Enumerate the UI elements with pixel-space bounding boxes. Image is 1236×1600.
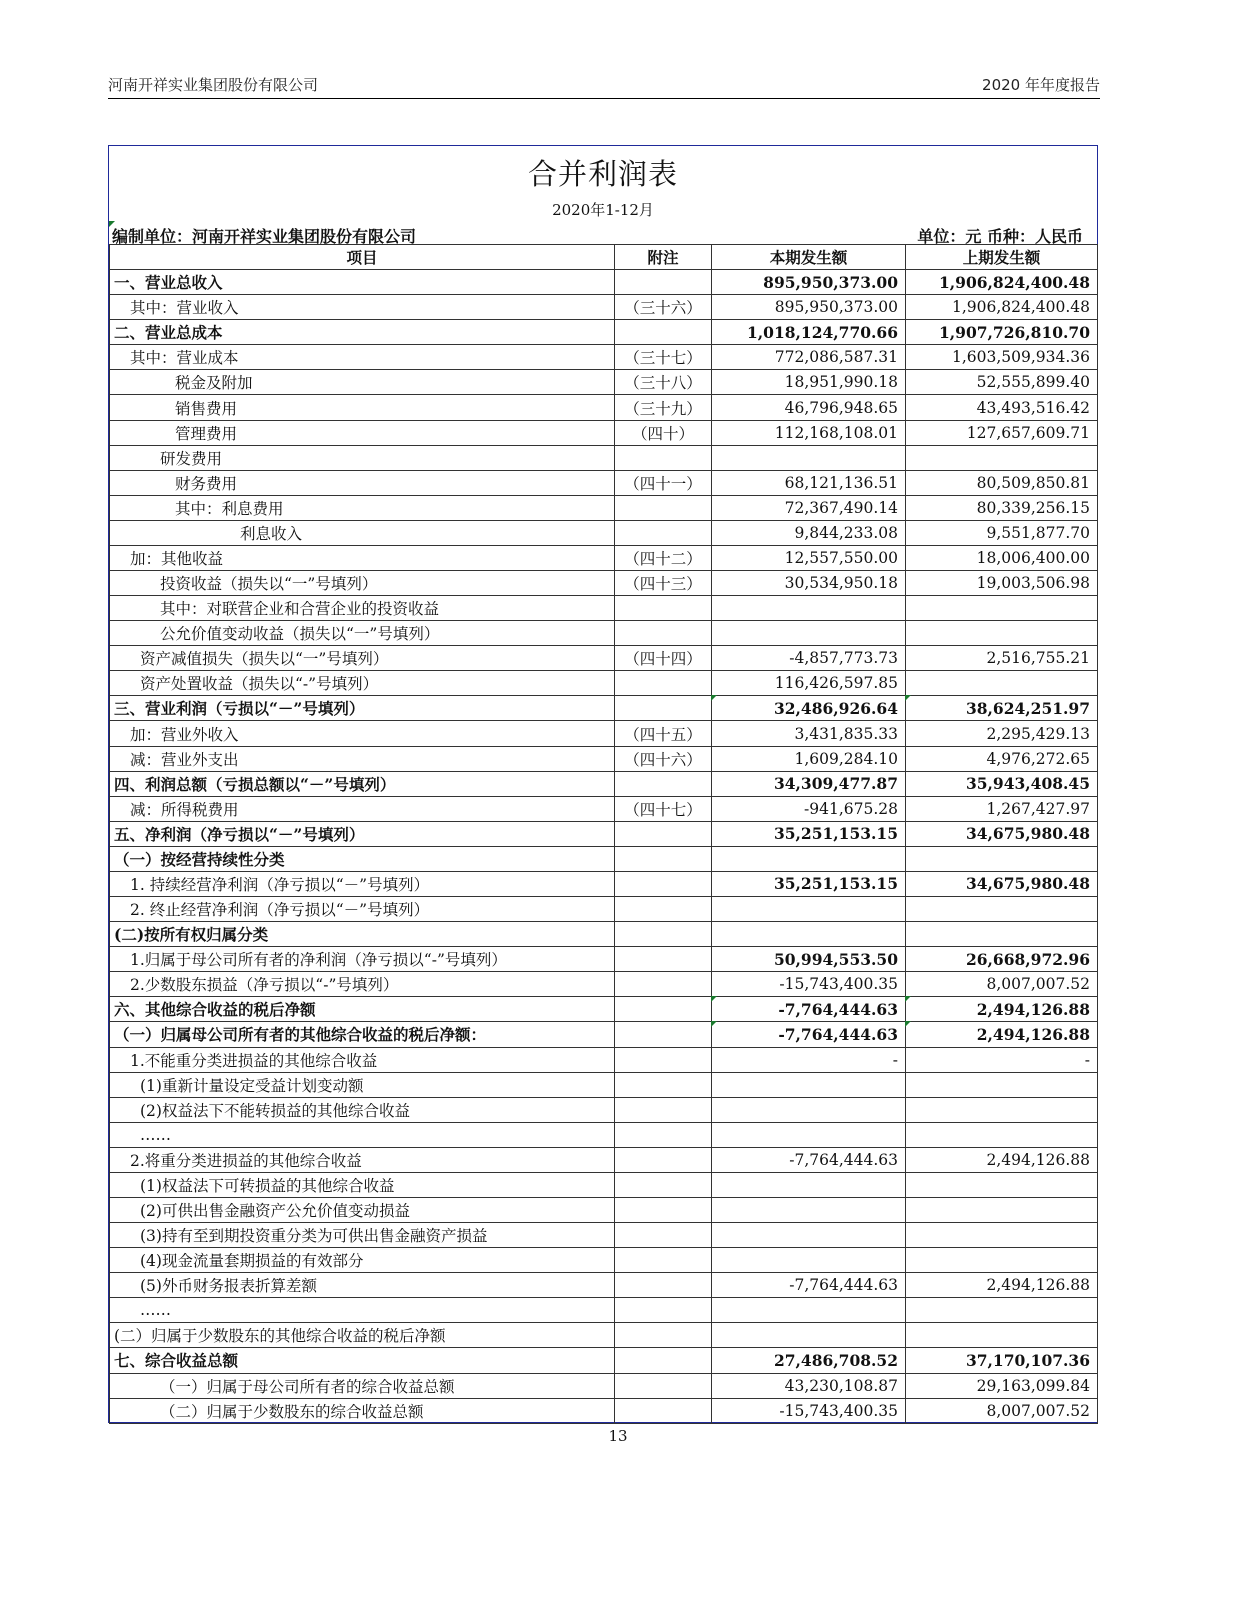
row-previous: 34,675,980.48 bbox=[906, 871, 1098, 896]
row-current: 1,609,284.10 bbox=[712, 746, 906, 771]
row-current bbox=[712, 596, 906, 621]
row-current: 50,994,553.50 bbox=[712, 947, 906, 972]
row-item: 其中：营业收入 bbox=[110, 295, 615, 320]
row-previous: 26,668,972.96 bbox=[906, 947, 1098, 972]
row-note bbox=[615, 972, 712, 997]
row-current: 46,796,948.65 bbox=[712, 395, 906, 420]
row-item: 其中：对联营企业和合营企业的投资收益 bbox=[110, 596, 615, 621]
table-row bbox=[110, 646, 1098, 671]
row-current: 9,844,233.08 bbox=[712, 520, 906, 545]
row-item: 其中：营业成本 bbox=[110, 345, 615, 370]
table-row bbox=[110, 520, 1098, 545]
row-current bbox=[712, 1223, 906, 1248]
row-previous bbox=[906, 1323, 1098, 1348]
table-row bbox=[110, 771, 1098, 796]
row-note bbox=[615, 1273, 712, 1298]
row-previous: 2,295,429.13 bbox=[906, 721, 1098, 746]
row-current: 35,251,153.15 bbox=[712, 871, 906, 896]
row-item: (3)持有至到期投资重分类为可供出售金融资产损益 bbox=[110, 1223, 615, 1248]
row-current: 895,950,373.00 bbox=[712, 270, 906, 295]
table-row bbox=[110, 796, 1098, 821]
row-current bbox=[712, 1248, 906, 1273]
row-current: 12,557,550.00 bbox=[712, 545, 906, 570]
income-statement-frame bbox=[108, 145, 1098, 1423]
row-note bbox=[615, 947, 712, 972]
row-note: （四十三） bbox=[615, 571, 712, 596]
row-note bbox=[615, 445, 712, 470]
header-report: 2020 年年度报告 bbox=[982, 76, 1100, 94]
table-row bbox=[110, 495, 1098, 520]
row-item: 加：其他收益 bbox=[110, 545, 615, 570]
row-item: 管理费用 bbox=[110, 420, 615, 445]
row-note bbox=[615, 997, 712, 1022]
row-previous: 38,624,251.97 bbox=[906, 696, 1098, 721]
row-item: 2.少数股东损益（净亏损以“-”号填列） bbox=[110, 972, 615, 997]
row-previous: 43,493,516.42 bbox=[906, 395, 1098, 420]
row-note bbox=[615, 1197, 712, 1222]
row-previous: 80,509,850.81 bbox=[906, 470, 1098, 495]
table-row bbox=[110, 420, 1098, 445]
table-row bbox=[110, 1072, 1098, 1097]
row-current bbox=[712, 897, 906, 922]
table-row bbox=[110, 1223, 1098, 1248]
row-current: 30,534,950.18 bbox=[712, 571, 906, 596]
row-previous bbox=[906, 1248, 1098, 1273]
row-item: 研发费用 bbox=[110, 445, 615, 470]
table-row bbox=[110, 922, 1098, 947]
table-row bbox=[110, 470, 1098, 495]
row-previous bbox=[906, 846, 1098, 871]
row-previous: 1,907,726,810.70 bbox=[906, 320, 1098, 345]
table-row bbox=[110, 1022, 1098, 1047]
table-row bbox=[110, 621, 1098, 646]
table-row bbox=[110, 571, 1098, 596]
row-note bbox=[615, 1072, 712, 1097]
row-item: （一）归属于母公司所有者的综合收益总额 bbox=[110, 1373, 615, 1398]
cell-marker-icon bbox=[905, 695, 911, 701]
table-row bbox=[110, 370, 1098, 395]
table-row bbox=[110, 1298, 1098, 1323]
cell-marker-icon bbox=[711, 695, 717, 701]
cell-marker-icon bbox=[711, 1021, 717, 1027]
row-item: (2)权益法下不能转损益的其他综合收益 bbox=[110, 1097, 615, 1122]
row-previous: 127,657,609.71 bbox=[906, 420, 1098, 445]
row-current bbox=[712, 1072, 906, 1097]
row-item: 利息收入 bbox=[110, 520, 615, 545]
table-row bbox=[110, 846, 1098, 871]
row-previous: 2,494,126.88 bbox=[906, 1273, 1098, 1298]
row-previous bbox=[906, 445, 1098, 470]
table-row bbox=[110, 671, 1098, 696]
row-current: 32,486,926.64 bbox=[712, 696, 906, 721]
row-previous: 19,003,506.98 bbox=[906, 571, 1098, 596]
row-note bbox=[615, 1248, 712, 1273]
table-row bbox=[110, 545, 1098, 570]
row-note: （三十七） bbox=[615, 345, 712, 370]
row-previous: 52,555,899.40 bbox=[906, 370, 1098, 395]
row-item: 税金及附加 bbox=[110, 370, 615, 395]
row-item: （二）归属于少数股东的综合收益总额 bbox=[110, 1398, 615, 1423]
row-note bbox=[615, 270, 712, 295]
currency-label: 单位：元 币种：人民币 bbox=[917, 227, 1083, 246]
table-row bbox=[110, 746, 1098, 771]
row-item: (5)外币财务报表折算差额 bbox=[110, 1273, 615, 1298]
preparer-label: 编制单位：河南开祥实业集团股份有限公司 bbox=[112, 227, 417, 246]
row-previous: 8,007,007.52 bbox=[906, 1398, 1098, 1423]
row-note bbox=[615, 922, 712, 947]
row-previous: 80,339,256.15 bbox=[906, 495, 1098, 520]
row-current: -4,857,773.73 bbox=[712, 646, 906, 671]
row-previous: 9,551,877.70 bbox=[906, 520, 1098, 545]
row-previous bbox=[906, 1122, 1098, 1147]
row-note bbox=[615, 1298, 712, 1323]
row-note bbox=[615, 1047, 712, 1072]
row-note bbox=[615, 1172, 712, 1197]
row-current: 112,168,108.01 bbox=[712, 420, 906, 445]
table-row bbox=[110, 345, 1098, 370]
row-note bbox=[615, 696, 712, 721]
table-row bbox=[110, 1122, 1098, 1147]
row-item: 公允价值变动收益（损失以“一”号填列） bbox=[110, 621, 615, 646]
table-row bbox=[110, 972, 1098, 997]
row-previous bbox=[906, 1223, 1098, 1248]
row-item: 五、净利润（净亏损以“－”号填列） bbox=[110, 821, 615, 846]
row-previous: 2,494,126.88 bbox=[906, 1147, 1098, 1172]
row-item: 资产减值损失（损失以“一”号填列） bbox=[110, 646, 615, 671]
row-note bbox=[615, 771, 712, 796]
table-row bbox=[110, 871, 1098, 896]
row-note: （四十） bbox=[615, 420, 712, 445]
row-note: （四十一） bbox=[615, 470, 712, 495]
table-row bbox=[110, 1047, 1098, 1072]
row-previous bbox=[906, 1172, 1098, 1197]
row-current: 27,486,708.52 bbox=[712, 1348, 906, 1373]
row-current: 116,426,597.85 bbox=[712, 671, 906, 696]
row-previous bbox=[906, 671, 1098, 696]
row-previous bbox=[906, 897, 1098, 922]
row-item: 2. 终止经营净利润（净亏损以“－”号填列） bbox=[110, 897, 615, 922]
row-note: （四十二） bbox=[615, 545, 712, 570]
table-row bbox=[110, 897, 1098, 922]
table-row bbox=[110, 696, 1098, 721]
row-current: 35,251,153.15 bbox=[712, 821, 906, 846]
cell-marker-icon bbox=[711, 996, 717, 1002]
row-item: 1.不能重分类进损益的其他综合收益 bbox=[110, 1047, 615, 1072]
row-current: 34,309,477.87 bbox=[712, 771, 906, 796]
row-note bbox=[615, 846, 712, 871]
col-header-item: 项目 bbox=[110, 245, 615, 270]
row-previous bbox=[906, 1072, 1098, 1097]
table-row bbox=[110, 270, 1098, 295]
row-current: -7,764,444.63 bbox=[712, 1147, 906, 1172]
row-note bbox=[615, 596, 712, 621]
table-row bbox=[110, 821, 1098, 846]
row-current: 772,086,587.31 bbox=[712, 345, 906, 370]
row-current bbox=[712, 1172, 906, 1197]
table-row bbox=[110, 1348, 1098, 1373]
col-header-current: 本期发生额 bbox=[712, 245, 906, 270]
row-item: (1)权益法下可转损益的其他综合收益 bbox=[110, 1172, 615, 1197]
row-item: 1.归属于母公司所有者的净利润（净亏损以“-”号填列） bbox=[110, 947, 615, 972]
col-header-note: 附注 bbox=[615, 245, 712, 270]
header-company: 河南开祥实业集团股份有限公司 bbox=[108, 76, 319, 94]
row-previous: 1,267,427.97 bbox=[906, 796, 1098, 821]
row-previous: 1,603,509,934.36 bbox=[906, 345, 1098, 370]
row-note: （三十九） bbox=[615, 395, 712, 420]
row-previous: - bbox=[906, 1047, 1098, 1072]
row-item: 减：营业外支出 bbox=[110, 746, 615, 771]
table-row bbox=[110, 1147, 1098, 1172]
table-row bbox=[110, 596, 1098, 621]
table-row bbox=[110, 947, 1098, 972]
row-item: 四、利润总额（亏损总额以“－”号填列） bbox=[110, 771, 615, 796]
row-item: (二)按所有权归属分类 bbox=[110, 922, 615, 947]
row-previous: 4,976,272.65 bbox=[906, 746, 1098, 771]
row-current: -7,764,444.63 bbox=[712, 997, 906, 1022]
page-number: 13 bbox=[608, 1427, 628, 1445]
row-item: 资产处置收益（损失以“-”号填列） bbox=[110, 671, 615, 696]
table-row bbox=[110, 1323, 1098, 1348]
row-current: 18,951,990.18 bbox=[712, 370, 906, 395]
unit-row bbox=[109, 221, 1097, 245]
row-item: 一、营业总收入 bbox=[110, 270, 615, 295]
row-previous: 35,943,408.45 bbox=[906, 771, 1098, 796]
row-current: 1,018,124,770.66 bbox=[712, 320, 906, 345]
row-note bbox=[615, 1122, 712, 1147]
row-item: 1. 持续经营净利润（净亏损以“－”号填列） bbox=[110, 871, 615, 896]
cell-marker-icon bbox=[905, 1021, 911, 1027]
table-row bbox=[110, 1172, 1098, 1197]
row-item: （一）归属母公司所有者的其他综合收益的税后净额： bbox=[110, 1022, 615, 1047]
row-previous bbox=[906, 922, 1098, 947]
row-previous: 2,494,126.88 bbox=[906, 1022, 1098, 1047]
row-note bbox=[615, 1323, 712, 1348]
row-current bbox=[712, 445, 906, 470]
row-previous bbox=[906, 1298, 1098, 1323]
row-item: 其中：利息费用 bbox=[110, 495, 615, 520]
row-previous: 8,007,007.52 bbox=[906, 972, 1098, 997]
row-current bbox=[712, 1323, 906, 1348]
row-item: 投资收益（损失以“一”号填列） bbox=[110, 571, 615, 596]
row-current: -15,743,400.35 bbox=[712, 972, 906, 997]
row-previous: 34,675,980.48 bbox=[906, 821, 1098, 846]
row-note bbox=[615, 1097, 712, 1122]
row-previous: 1,906,824,400.48 bbox=[906, 270, 1098, 295]
row-item: 三、营业利润（亏损以“－”号填列） bbox=[110, 696, 615, 721]
row-current: -941,675.28 bbox=[712, 796, 906, 821]
row-current bbox=[712, 1197, 906, 1222]
row-note bbox=[615, 671, 712, 696]
row-note bbox=[615, 897, 712, 922]
row-note bbox=[615, 320, 712, 345]
row-current bbox=[712, 922, 906, 947]
statement-title: 合并利润表 bbox=[527, 157, 678, 191]
table-row bbox=[110, 320, 1098, 345]
row-previous: 2,494,126.88 bbox=[906, 997, 1098, 1022]
row-previous: 29,163,099.84 bbox=[906, 1373, 1098, 1398]
row-note bbox=[615, 1398, 712, 1423]
row-current: 72,367,490.14 bbox=[712, 495, 906, 520]
row-note: （四十七） bbox=[615, 796, 712, 821]
row-item: …… bbox=[110, 1122, 615, 1147]
page-header bbox=[108, 72, 1100, 99]
row-item: (二）归属于少数股东的其他综合收益的税后净额 bbox=[110, 1323, 615, 1348]
table-row bbox=[110, 295, 1098, 320]
row-note: （四十五） bbox=[615, 721, 712, 746]
row-previous bbox=[906, 1097, 1098, 1122]
row-current: 43,230,108.87 bbox=[712, 1373, 906, 1398]
income-table bbox=[109, 244, 1098, 1424]
row-current: 895,950,373.00 bbox=[712, 295, 906, 320]
row-current bbox=[712, 621, 906, 646]
table-row bbox=[110, 445, 1098, 470]
row-note: （三十六） bbox=[615, 295, 712, 320]
row-note bbox=[615, 1022, 712, 1047]
table-row bbox=[110, 721, 1098, 746]
cell-marker-icon bbox=[905, 996, 911, 1002]
row-note bbox=[615, 1223, 712, 1248]
table-row bbox=[110, 1273, 1098, 1298]
row-item: 加：营业外收入 bbox=[110, 721, 615, 746]
row-previous: 1,906,824,400.48 bbox=[906, 295, 1098, 320]
row-item: (1)重新计量设定受益计划变动额 bbox=[110, 1072, 615, 1097]
row-item: 二、营业总成本 bbox=[110, 320, 615, 345]
row-item: （一）按经营持续性分类 bbox=[110, 846, 615, 871]
row-current bbox=[712, 846, 906, 871]
row-previous: 37,170,107.36 bbox=[906, 1348, 1098, 1373]
row-current bbox=[712, 1122, 906, 1147]
row-item: 减：所得税费用 bbox=[110, 796, 615, 821]
row-current: -7,764,444.63 bbox=[712, 1022, 906, 1047]
row-current bbox=[712, 1097, 906, 1122]
row-current: 3,431,835.33 bbox=[712, 721, 906, 746]
table-row bbox=[110, 1097, 1098, 1122]
row-current: 68,121,136.51 bbox=[712, 470, 906, 495]
row-note bbox=[615, 871, 712, 896]
row-previous bbox=[906, 621, 1098, 646]
row-previous: 18,006,400.00 bbox=[906, 545, 1098, 570]
row-note bbox=[615, 1147, 712, 1172]
row-previous: 2,516,755.21 bbox=[906, 646, 1098, 671]
row-current: -15,743,400.35 bbox=[712, 1398, 906, 1423]
row-note bbox=[615, 520, 712, 545]
row-note: （四十四） bbox=[615, 646, 712, 671]
statement-period: 2020年1-12月 bbox=[552, 201, 654, 219]
row-note bbox=[615, 1373, 712, 1398]
row-item: 财务费用 bbox=[110, 470, 615, 495]
row-item: (4)现金流量套期损益的有效部分 bbox=[110, 1248, 615, 1273]
row-previous bbox=[906, 596, 1098, 621]
row-item: 七、综合收益总额 bbox=[110, 1348, 615, 1373]
table-row bbox=[110, 1197, 1098, 1222]
row-note: （四十六） bbox=[615, 746, 712, 771]
table-row bbox=[110, 1248, 1098, 1273]
table-row bbox=[110, 997, 1098, 1022]
row-item: …… bbox=[110, 1298, 615, 1323]
table-row bbox=[110, 1398, 1098, 1423]
row-note bbox=[615, 821, 712, 846]
row-item: (2)可供出售金融资产公允价值变动损益 bbox=[110, 1197, 615, 1222]
row-item: 六、其他综合收益的税后净额 bbox=[110, 997, 615, 1022]
row-item: 销售费用 bbox=[110, 395, 615, 420]
row-current bbox=[712, 1298, 906, 1323]
col-header-previous: 上期发生额 bbox=[906, 245, 1098, 270]
row-note bbox=[615, 621, 712, 646]
row-note bbox=[615, 1348, 712, 1373]
row-note: （三十八） bbox=[615, 370, 712, 395]
row-item: 2.将重分类进损益的其他综合收益 bbox=[110, 1147, 615, 1172]
table-row bbox=[110, 1373, 1098, 1398]
row-current: - bbox=[712, 1047, 906, 1072]
table-header-row bbox=[110, 245, 1098, 270]
row-note bbox=[615, 495, 712, 520]
row-previous bbox=[906, 1197, 1098, 1222]
row-current: -7,764,444.63 bbox=[712, 1273, 906, 1298]
table-row bbox=[110, 395, 1098, 420]
